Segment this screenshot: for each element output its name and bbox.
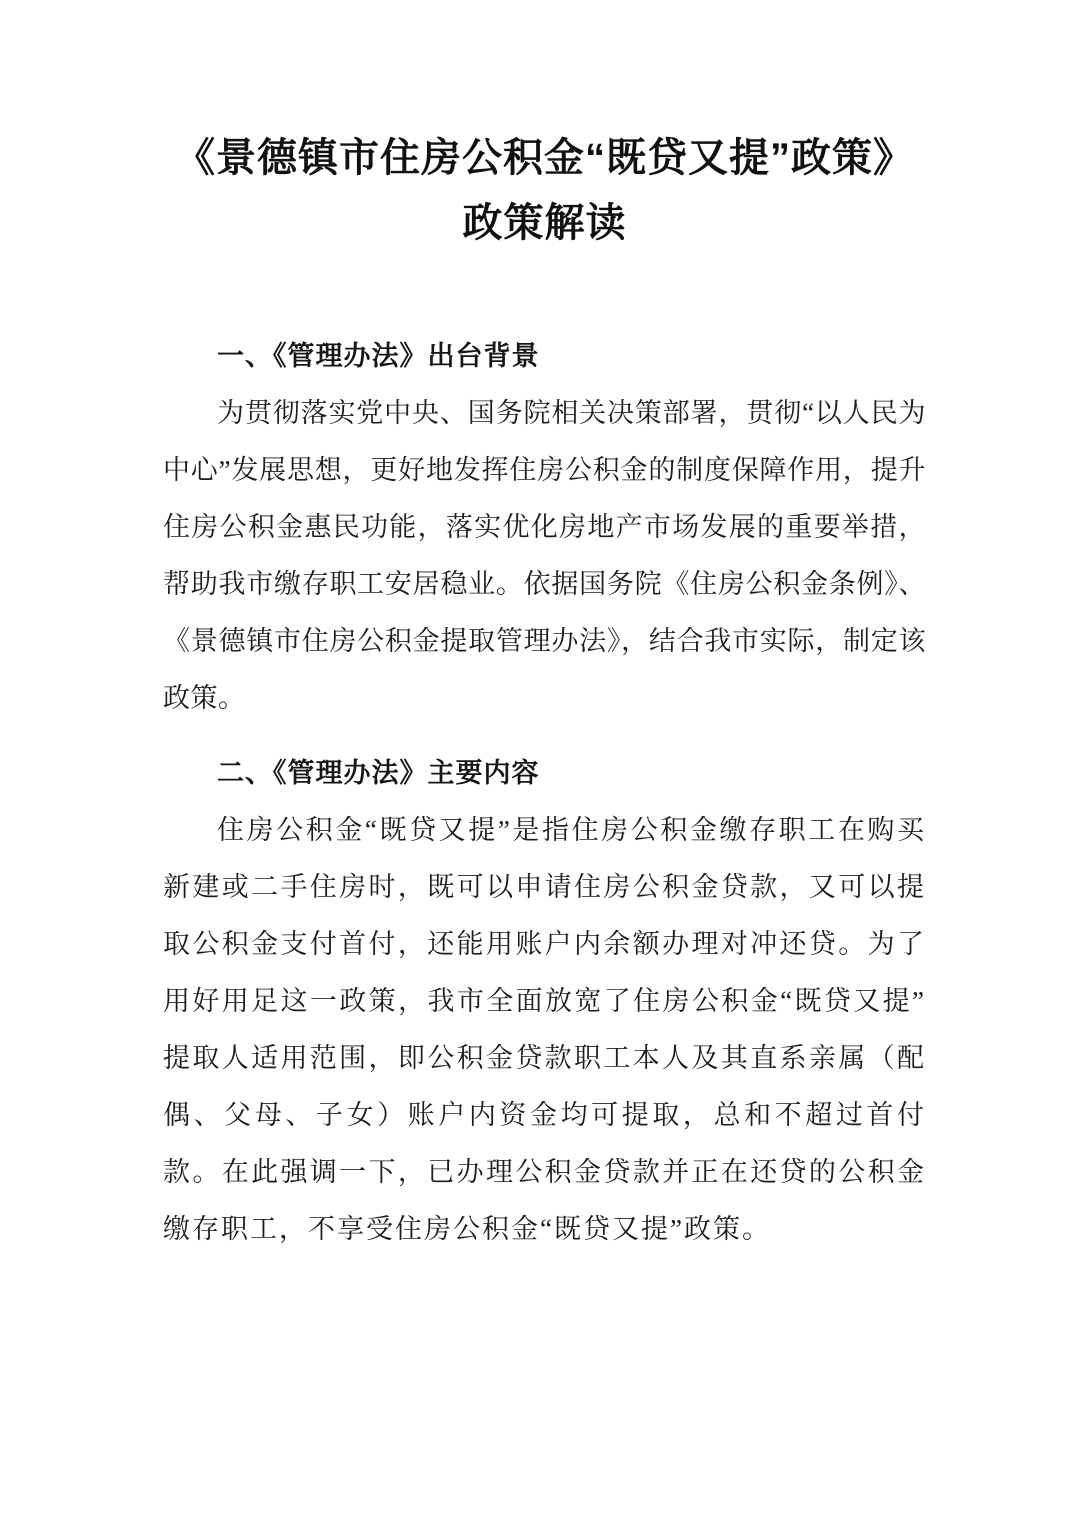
document-title-line2: 政策解读	[462, 201, 627, 245]
section-background-heading: 一、《管理办法》出台背景	[217, 341, 540, 371]
section-background-body: 为贯彻落实党中央、国务院相关决策部署，贯彻“以人民为中心”发展思想，更好地发挥住房公积金的制度保障作用，提升住房公积金惠民功能，落实优化房地产市场发展的重要举措，帮助我市缴存职工安居稳业。依据国务院《住房公积金条例》、《景德镇市住房公积金提取管理办法》，结合我市实际，制定该政策。	[163, 398, 926, 713]
section-main-content-body: 住房公积金“既贷又提”是指住房公积金缴存职工在购买新建或二手住房时，既可以申请住房公积金贷款，又可以提取公积金支付首付，还能用账户内余额办理对冲还贷。为了用好用足这一政策，我市全面放宽了住房公积金“既贷又提”提取人适用范围，即公积金贷款职工本人及其直系亲属（配偶、父母、子女）账户内资金均可提取，总和不超过首付款。在此强调一下，已办理公积金贷款并正在还贷的公积金缴存职工，不享受住房公积金“既贷又提”政策。	[163, 815, 926, 1244]
section-main-content	[163, 745, 926, 1258]
document-title	[163, 126, 926, 256]
section-background	[163, 328, 926, 727]
document-title-line1: 《景德镇市住房公积金“既贷又提”政策》	[175, 136, 914, 180]
section-main-content-heading: 二、《管理办法》主要内容	[217, 758, 540, 788]
